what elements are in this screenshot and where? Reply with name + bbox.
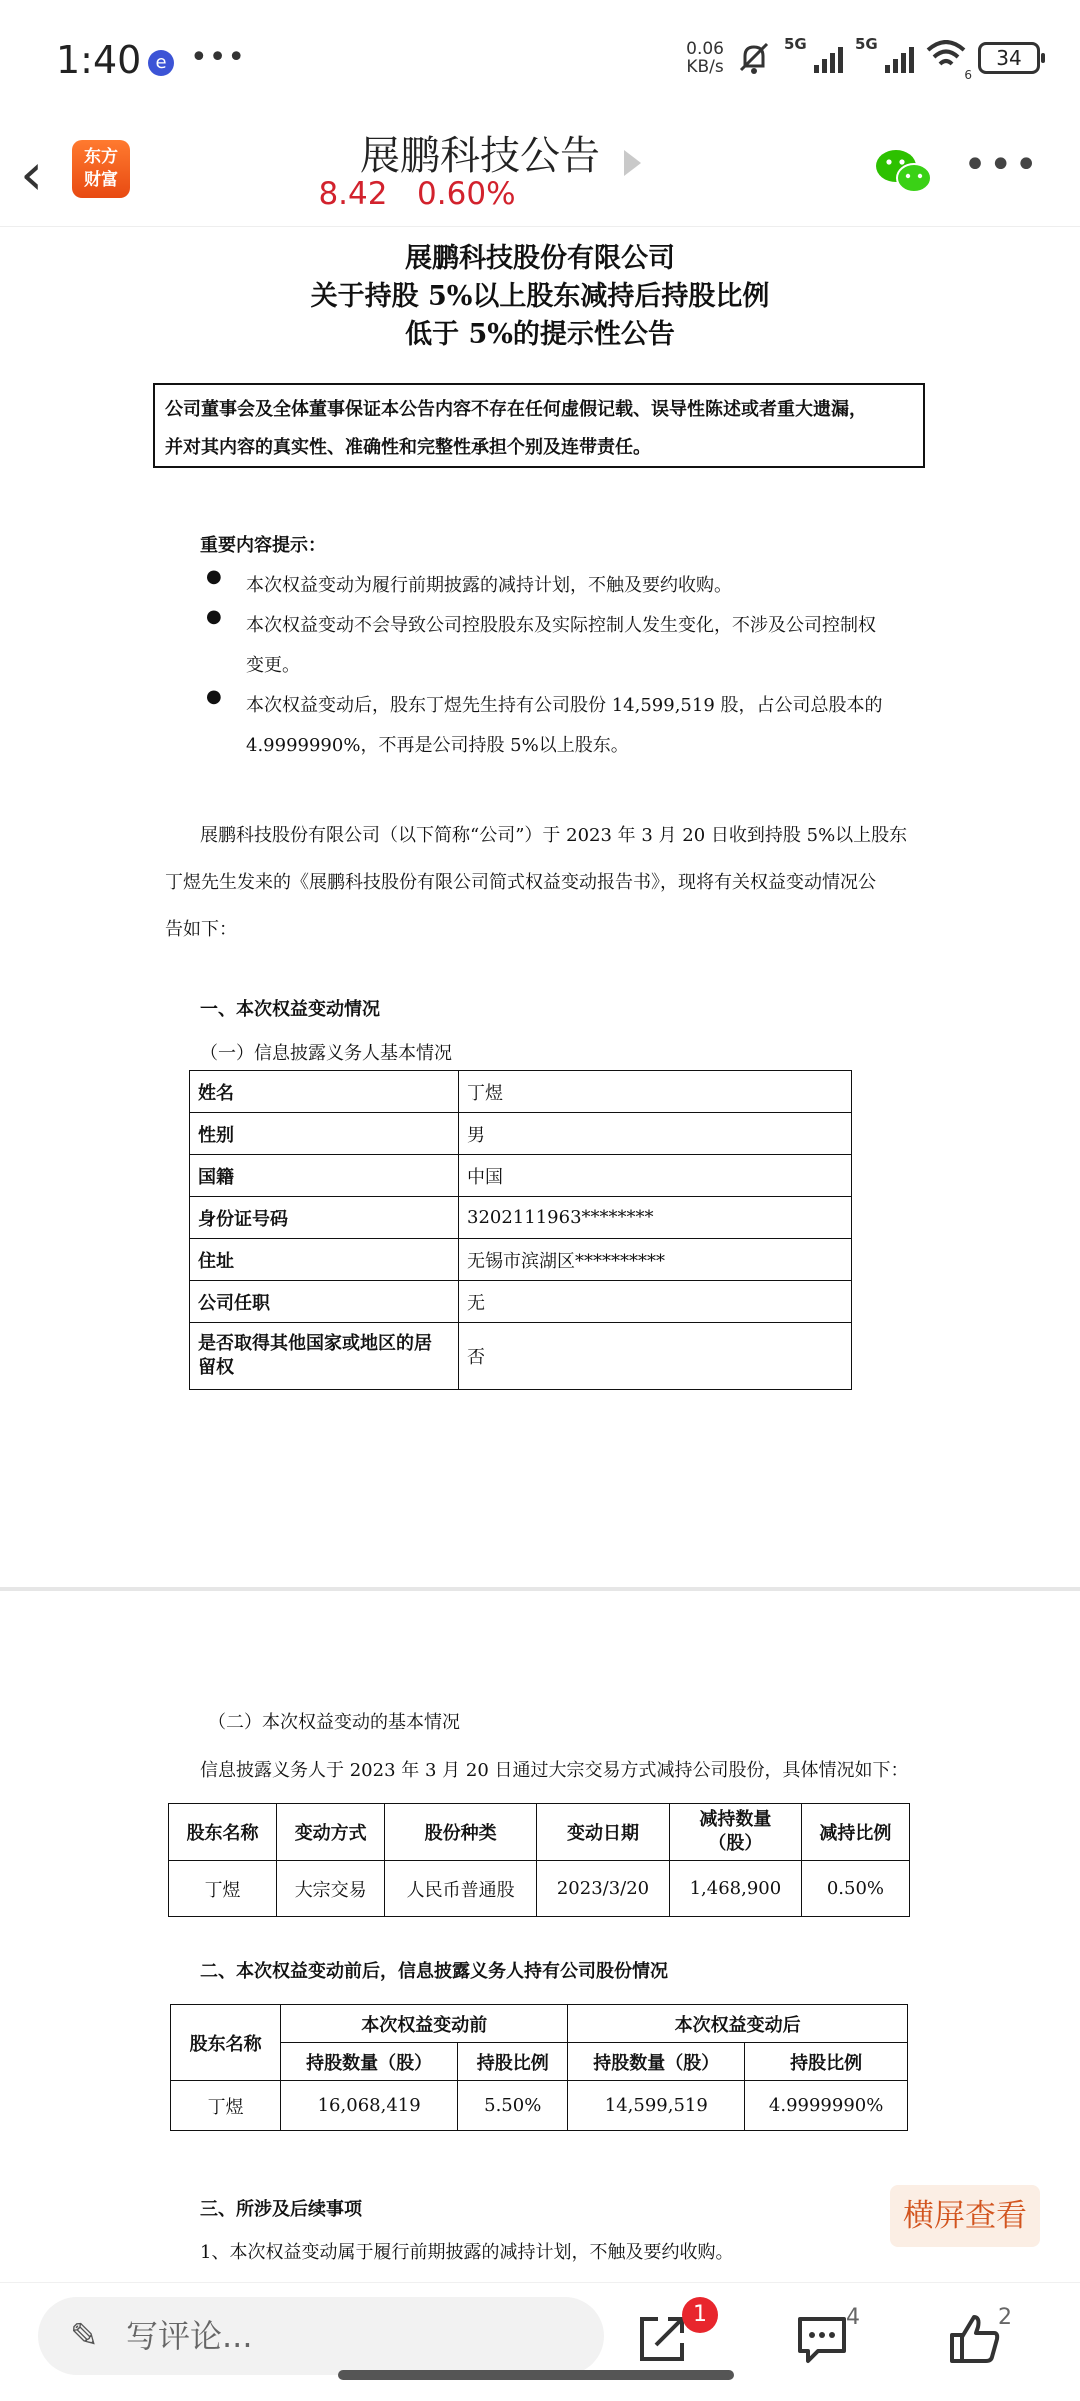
more-notifications-icon: •••: [190, 40, 247, 75]
table-cell-value: 无锡市滨湖区**********: [459, 1239, 852, 1281]
table-header-cell: 持股数量（股）: [568, 2043, 745, 2081]
home-indicator: [338, 2370, 734, 2380]
table-cell: 丁煜: [169, 1861, 277, 1917]
table-header-row: [171, 2043, 908, 2081]
wechat-share-icon[interactable]: [874, 146, 934, 196]
comments-icon[interactable]: [792, 2309, 852, 2369]
reduction-table: [168, 1803, 910, 1917]
browser-e-icon: e: [148, 50, 174, 76]
table-header-cell: 持股比例: [458, 2043, 568, 2081]
table-cell-key: 是否取得其他国家或地区的居 留权: [190, 1323, 459, 1390]
highlight-1: 本次权益变动为履行前期披露的减持计划，不触及要约收购。: [246, 575, 732, 596]
section-1-2-title: （二）本次权益变动的基本情况: [208, 1712, 460, 1733]
table-cell-value: 3202111963********: [459, 1197, 852, 1239]
table-cell: 5.50%: [458, 2081, 568, 2131]
table-cell: 丁煜: [171, 2081, 281, 2131]
table-cell-value: 丁煜: [459, 1071, 852, 1113]
like-thumb-icon[interactable]: [944, 2309, 1004, 2369]
net-speed: 0.06 KB/s: [686, 39, 724, 77]
table-cell-key: 性别: [190, 1113, 459, 1155]
table-cell: 0.50%: [801, 1861, 909, 1917]
highlight-3-line2: 4.9999990%，不再是公司持股 5%以上股东。: [246, 735, 629, 756]
table-header-cell: 股东名称: [171, 2005, 281, 2081]
table-cell-value: 否: [459, 1323, 852, 1390]
highlight-2-line2: 变更。: [246, 655, 300, 676]
page-divider: [0, 1587, 1080, 1591]
signal-5g-icon-2: 5G: [855, 43, 914, 73]
table-cell: 大宗交易: [277, 1861, 385, 1917]
board-guarantee-notice: 公司董事会及全体董事保证本公告内容不存在任何虚假记载、误导性陈述或者重大遗漏， 并对其内容的真实性、准确性和完整性承担个别及连带责任。: [153, 383, 925, 468]
table-cell: 16,068,419: [281, 2081, 458, 2131]
highlight-2-line1: 本次权益变动不会导致公司控股股东及实际控制人发生变化，不涉及公司控制权: [246, 615, 876, 636]
intro-line2: 丁煜先生发来的《展鹏科技股份有限公司简式权益变动报告书》，现将有关权益变动情况公: [165, 872, 876, 893]
bullet-dot: ●: [206, 606, 222, 627]
status-bar: [0, 0, 1080, 130]
table-row: [190, 1281, 852, 1323]
landscape-view-button[interactable]: 横屏查看: [890, 2185, 1040, 2247]
section-3-item-1: 1、本次权益变动属于履行前期披露的减持计划，不触及要约收购。: [200, 2242, 734, 2263]
stock-price: 8.42: [318, 176, 388, 212]
table-header-cell: 减持比例: [801, 1804, 909, 1861]
status-time: 1:40: [56, 38, 142, 82]
section-2-title: 二、本次权益变动前后，信息披露义务人持有公司股份情况: [200, 1961, 668, 1982]
comment-input[interactable]: ✎ 写评论...: [38, 2297, 604, 2375]
stock-header: [0, 130, 1080, 227]
table-row: [190, 1113, 852, 1155]
highlight-3-line1: 本次权益变动后，股东丁煜先生持有公司股份 14,599,519 股，占公司总股本的: [246, 695, 883, 716]
table-cell: 1,468,900: [669, 1861, 801, 1917]
table-cell: 14,599,519: [568, 2081, 745, 2131]
intro-line1: 展鹏科技股份有限公司（以下简称“公司”）于 2023 年 3 月 20 日收到持股 5%以上股东: [200, 825, 908, 846]
app-logo[interactable]: 东方 财富: [72, 140, 130, 198]
table-cell-key: 住址: [190, 1239, 459, 1281]
document-title: 展鹏科技股份有限公司 关于持股 5%以上股东减持后持股比例 低于 5%的提示性公告: [310, 243, 770, 350]
section-1-1-title: （一）信息披露义务人基本情况: [200, 1043, 452, 1064]
table-cell-value: 中国: [459, 1155, 852, 1197]
holding-change-table: [170, 2004, 908, 2131]
table-cell-key: 姓名: [190, 1071, 459, 1113]
stock-quote[interactable]: [0, 176, 834, 212]
table-cell-key: 身份证号码: [190, 1197, 459, 1239]
table-row: [190, 1323, 852, 1390]
table-cell-key: 公司任职: [190, 1281, 459, 1323]
stock-change: 0.60%: [417, 176, 516, 212]
mute-bell-icon: [736, 40, 772, 76]
battery-icon: 34: [978, 42, 1040, 74]
table-header-cell: 变动日期: [537, 1804, 670, 1861]
table-header-cell: 股份种类: [385, 1804, 537, 1861]
section-1-2-text: 信息披露义务人于 2023 年 3 月 20 日通过大宗交易方式减持公司股份，具体情况如下：: [200, 1760, 909, 1781]
section-3-title: 三、所涉及后续事项: [200, 2199, 362, 2220]
signal-5g-icon-1: 5G: [784, 43, 843, 73]
like-count: 2: [998, 2305, 1012, 2330]
pencil-icon: ✎: [70, 2316, 99, 2356]
table-cell: 2023/3/20: [537, 1861, 670, 1917]
table-row: [171, 2081, 908, 2131]
table-cell-value: 男: [459, 1113, 852, 1155]
bullet-dot: ●: [206, 686, 222, 707]
share-badge: 1: [682, 2297, 718, 2333]
table-row: [190, 1071, 852, 1113]
back-icon[interactable]: ‹: [20, 140, 44, 208]
table-row: [190, 1239, 852, 1281]
table-cell-value: 无: [459, 1281, 852, 1323]
page-title: 展鹏科技公告: [360, 133, 600, 179]
table-cell: 4.9999990%: [745, 2081, 908, 2131]
section-1-title: 一、本次权益变动情况: [200, 999, 380, 1020]
table-row: [190, 1155, 852, 1197]
table-header-cell: 减持数量 （股）: [669, 1804, 801, 1861]
table-row: [190, 1197, 852, 1239]
table-header-row: [169, 1804, 910, 1861]
table-header-cell: 持股比例: [745, 2043, 908, 2081]
table-row: [169, 1861, 910, 1917]
discloser-info-table: [189, 1070, 852, 1390]
table-cell: 人民币普通股: [385, 1861, 537, 1917]
more-options-icon[interactable]: •••: [963, 142, 1040, 188]
table-header-cell: 本次权益变动前: [281, 2005, 568, 2043]
table-header-cell: 持股数量（股）: [281, 2043, 458, 2081]
intro-line3: 告如下：: [165, 919, 237, 940]
highlights-title: 重要内容提示：: [200, 535, 326, 556]
table-header-cell: 股东名称: [169, 1804, 277, 1861]
comment-count: 4: [846, 2305, 860, 2330]
table-header-cell: 变动方式: [277, 1804, 385, 1861]
bottom-action-bar: [0, 2282, 1080, 2401]
table-header-cell: 本次权益变动后: [568, 2005, 908, 2043]
wifi-icon: 6: [926, 40, 966, 76]
bullet-dot: ●: [206, 566, 222, 587]
table-cell-key: 国籍: [190, 1155, 459, 1197]
play-arrow-icon[interactable]: [624, 150, 641, 176]
table-header-row: [171, 2005, 908, 2043]
